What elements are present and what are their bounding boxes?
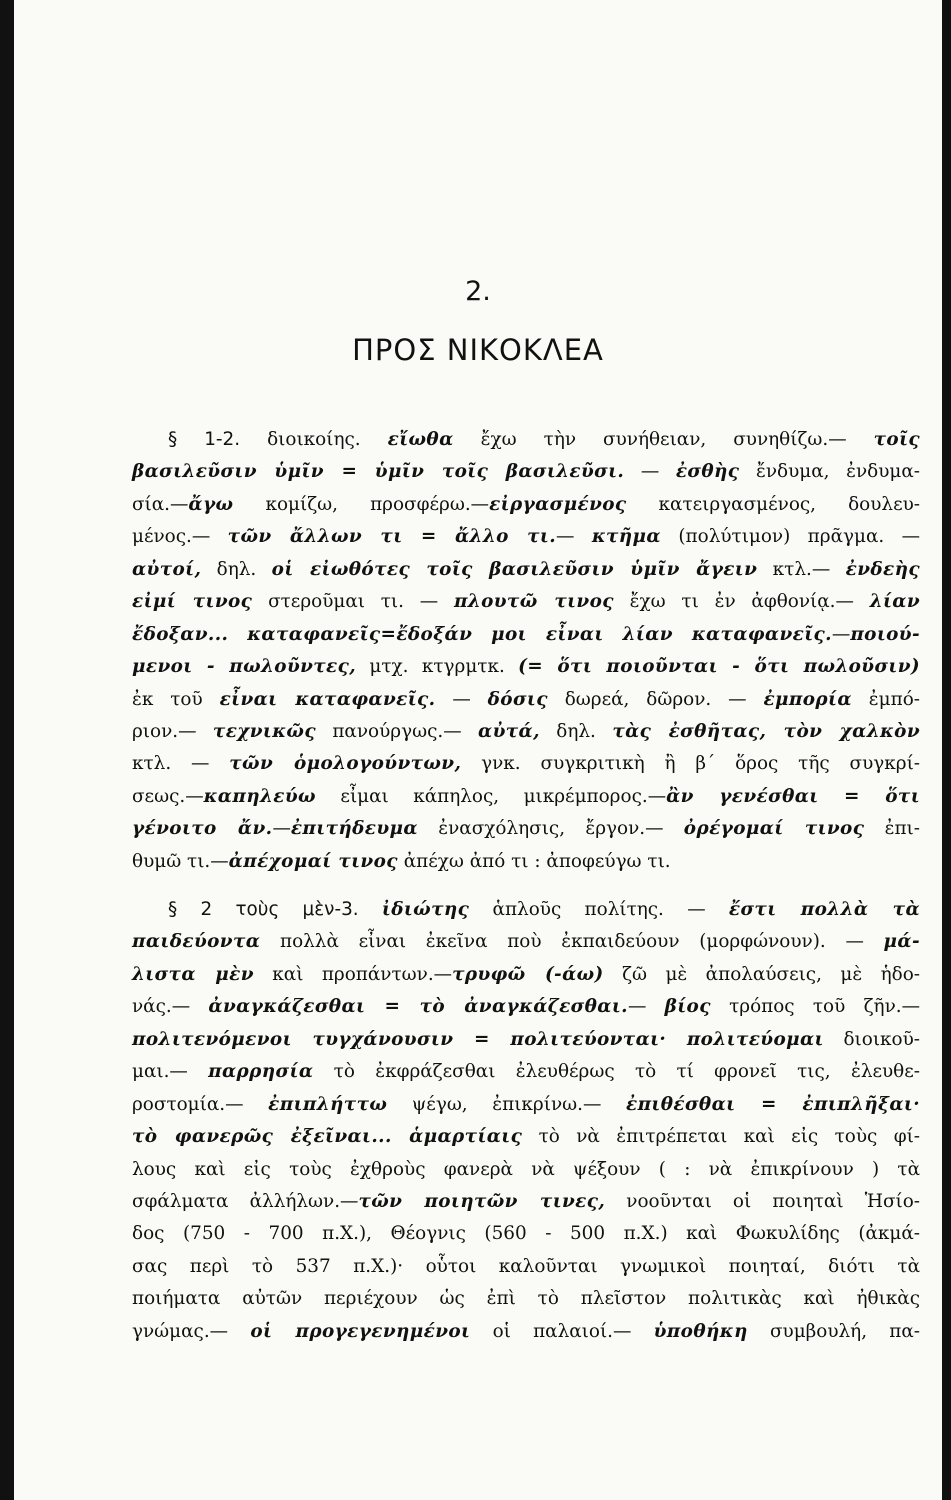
lemma: οἱ εἰωθότες τοῖς βασιλεῦσιν ὑμῖν ἄγειν: [271, 558, 758, 580]
lemma: κτῆμα: [591, 526, 661, 548]
lemma: οἱ προγεγενημένοι: [250, 1320, 471, 1342]
text-line: δος (750 - 700 π.Χ.), Θέογνις (560 - 500 π.Χ.) καὶ Φωκυλίδης (ἀκμά-: [132, 1223, 920, 1245]
lemma: ἐμπορία: [763, 688, 852, 710]
lemma: εἴωθα: [387, 429, 454, 450]
commentary-paragraph-2: [132, 894, 920, 1348]
lemma: ἔδοξαν... καταφανεῖς=ἔδοξάν μοι εἶναι λίαν καταφανεῖς.: [132, 623, 832, 645]
lemma: παρρησία: [208, 1061, 314, 1083]
text-line: μαι.— παρρησία τὸ ἐκφράζεσθαι ἐλευθέρως τὸ τί φρονεῖ τις, ἐλευθε-: [132, 1061, 920, 1083]
lemma: βασιλεῦσιν ὑμῖν = ὑμῖν τοῖς βασιλεῦσι.: [132, 461, 625, 483]
lemma: ἐσθὴς: [675, 461, 740, 483]
lemma: γένοιτο ἄν.: [132, 818, 273, 840]
lemma: αὐτοί,: [132, 558, 202, 580]
text-line: § 2 τοὺς μὲν-3. ἰδιώτης ἁπλοῦς πολίτης. — ἔστι πολλὰ τὰ: [168, 899, 920, 920]
lemma: λίαν: [869, 591, 920, 613]
text-line: ἐκ τοῦ εἶναι καταφανεῖς. — δόσις δωρεά, δῶρον. — ἐμπορία ἐμπό-: [132, 688, 920, 710]
text-line: παιδεύοντα πολλὰ εἶναι ἐκεῖνα ποὺ ἐκπαιδεύουν (μορφώνουν). — μά-: [132, 931, 920, 953]
section-marker: § 1-2.: [168, 429, 241, 450]
text-line: ποιήματα αὐτῶν περιέχουν ὡς ἐπὶ τὸ πλεῖστον πολιτικὰς καὶ ἠθικὰς: [132, 1288, 920, 1310]
lemma: εἶναι καταφανεῖς.: [219, 688, 436, 710]
lemma: εἰμί τινος: [132, 591, 253, 613]
lemma: ἔστι πολλὰ τὰ: [728, 899, 920, 920]
lemma: δόσις: [487, 688, 548, 710]
text-line: κτλ. — τῶν ὁμολογούντων, γνκ. συγκριτικὴ ἢ β΄ ὅρος τῆς συγκρί-: [132, 753, 920, 775]
text-line: σεως.—καπηλεύω εἶμαι κάπηλος, μικρέμπορος.—ἂν γενέσθαι = ὅτι: [132, 785, 920, 807]
text-line: σας περὶ τὸ 537 π.Χ.)· οὗτοι καλοῦνται γνωμικοὶ ποιηταί, διότι τὰ: [132, 1255, 920, 1277]
lemma: τὸ φανερῶς ἐξεῖναι... ἁμαρτίαις: [132, 1126, 523, 1148]
text-line: τὸ φανερῶς ἐξεῖναι... ἁμαρτίαις τὸ νὰ ἐπιτρέπεται καὶ εἰς τοὺς φί-: [132, 1126, 921, 1148]
lemma: τοῖς: [873, 429, 920, 450]
lemma: καπηλεύω: [203, 785, 316, 807]
lemma: πλουτῶ τινος: [453, 591, 614, 613]
text-line: § 1-2. διοικοίης. εἴωθα ἔχω τὴν συνήθειαν, συνηθίζω.— τοῖς: [168, 429, 920, 450]
lemma: ἐνδεὴς: [845, 558, 920, 580]
chapter-number: 2.: [465, 276, 491, 307]
lemma: τεχνικῶς: [212, 720, 316, 742]
text-line: θυμῶ τι.—ἀπέχομαί τινος ἀπέχω ἀπό τι : ἀποφεύγω τι.: [132, 850, 671, 872]
lemma: τρυφῶ (-άω): [452, 963, 604, 985]
text-line: εἰμί τινος στεροῦμαι τι. — πλουτῶ τινος ἔχω τι ἐν ἀφθονίᾳ.— λίαν: [132, 591, 920, 613]
lemma: πολιτενόμενοι τυγχάνουσιν = πολιτεύονται· πολιτεύομαι: [132, 1028, 824, 1050]
lemma: ἐπιπλήττω: [268, 1093, 388, 1115]
text-line: νάς.— ἀναγκάζεσθαι = τὸ ἀναγκάζεσθαι.— βίος τρόπος τοῦ ζῆν.—: [132, 996, 920, 1018]
text-line: πολιτενόμενοι τυγχάνουσιν = πολιτεύονται· πολιτεύομαι διοικοῦ-: [132, 1028, 920, 1050]
text-line: βασιλεῦσιν ὑμῖν = ὑμῖν τοῖς βασιλεῦσι. — ἐσθὴς ἔνδυμα, ἐνδυμα-: [132, 461, 920, 483]
text-line: γένοιτο ἄν.—ἐπιτήδευμα ἐνασχόλησις, ἔργον.— ὀρέγομαί τινος ἐπι-: [132, 818, 920, 840]
lemma: ὀρέγομαί τινος: [683, 818, 865, 840]
lemma: μά-: [883, 931, 920, 953]
commentary-paragraph-1: [132, 424, 920, 878]
text-line: μένος.— τῶν ἄλλων τι = ἄλλο τι.— κτῆμα (πολύτιμον) πρᾶγμα. —: [132, 526, 920, 548]
text-line: ριον.— τεχνικῶς πανούργως.— αὐτά, δηλ. τὰς ἐσθῆτας, τὸν χαλκὸν: [132, 720, 920, 742]
text-line: αὐτοί, δηλ. οἱ εἰωθότες τοῖς βασιλεῦσιν ὑμῖν ἄγειν κτλ.— ἐνδεὴς: [132, 558, 920, 580]
lemma: ἄγω: [188, 493, 234, 515]
lemma: τῶν ποιητῶν τινες,: [358, 1190, 606, 1212]
text-line: μενοι - πωλοῦντες, μτχ. κτγρμτκ. (= ὅτι ποιοῦνται - ὅτι πωλοῦσιν): [132, 656, 920, 678]
lemma: ὑποθήκη: [653, 1320, 748, 1342]
lemma: εἰργασμένος: [489, 493, 627, 515]
lemma: ἰδιώτης: [381, 899, 470, 920]
text-line: ροστομία.— ἐπιπλήττω ψέγω, ἐπικρίνω.— ἐπιθέσθαι = ἐπιπλῆξαι·: [132, 1093, 921, 1115]
text-line: σία.—ἄγω κομίζω, προσφέρω.—εἰργασμένος κατειργασμένος, δουλευ-: [132, 493, 920, 515]
text-line: ἔδοξαν... καταφανεῖς=ἔδοξάν μοι εἶναι λίαν καταφανεῖς.—ποιού-: [132, 623, 920, 645]
lemma: ἂν γενέσθαι = ὅτι: [666, 785, 920, 807]
lemma: βίος: [664, 996, 711, 1018]
lemma: μενοι - πωλοῦντες,: [132, 656, 357, 678]
lemma: αὐτά,: [478, 720, 540, 742]
section-marker: § 2 τοὺς μὲν-3.: [168, 899, 359, 920]
lemma: ἀπέχομαί τινος: [228, 850, 398, 872]
chapter-title: ΠΡΟΣ ΝΙΚΟΚΛΕΑ: [352, 333, 604, 367]
lemma: ἐπιθέσθαι = ἐπιπλῆξαι·: [625, 1093, 921, 1115]
lemma: παιδεύοντα: [132, 931, 261, 953]
lemma: τῶν ἄλλων τι = ἄλλο τι.: [227, 526, 557, 548]
lemma: τὰς ἐσθῆτας, τὸν χαλκὸν: [612, 720, 920, 742]
text-line: λιστα μὲν καὶ προπάντων.—τρυφῶ (-άω) ζῶ μὲ ἀπολαύσεις, μὲ ἡδο-: [132, 963, 920, 985]
lemma: ἀναγκάζεσθαι = τὸ ἀναγκάζεσθαι.: [208, 996, 628, 1018]
lemma: ποιού-: [850, 623, 920, 645]
lemma: ἐπιτήδευμα: [290, 818, 418, 840]
lemma: (= ὅτι ποιοῦνται - ὅτι πωλοῦσιν): [518, 656, 920, 678]
lemma: λιστα μὲν: [132, 963, 254, 985]
lemma: τῶν ὁμολογούντων,: [229, 753, 462, 775]
text-line: γνώμας.— οἱ προγεγενημένοι οἱ παλαιοί.— ὑποθήκη συμβουλή, πα-: [132, 1320, 920, 1342]
text-line: λους καὶ εἰς τοὺς ἐχθροὺς φανερὰ νὰ ψέξουν ( : νὰ ἐπικρίνουν ) τὰ: [132, 1158, 920, 1180]
text-line: σφάλματα ἀλλήλων.—τῶν ποιητῶν τινες, νοοῦνται οἱ ποιηταὶ Ἡσίο-: [132, 1190, 920, 1212]
book-page: [14, 0, 942, 1500]
